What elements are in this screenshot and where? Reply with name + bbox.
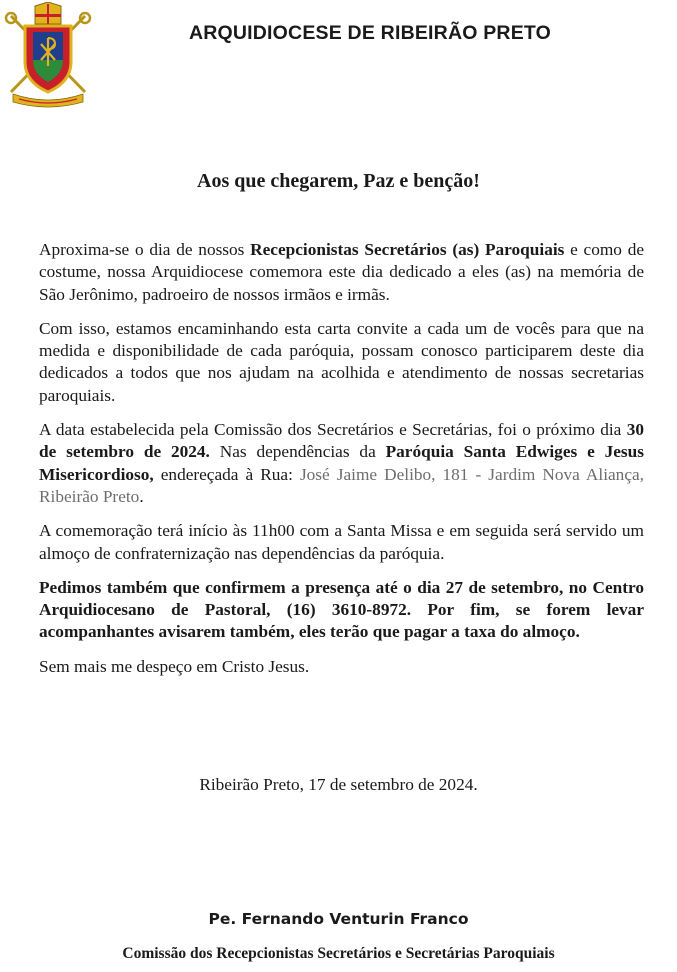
paragraph-rsvp: [39, 577, 644, 644]
paragraph-intro: [39, 239, 644, 306]
event-text: endereçada à Rua:: [153, 464, 300, 484]
event-text: A data estabelecida pela Comissão dos Secretários e Secretárias, foi o próximo dia: [39, 420, 627, 440]
event-address: José Jaime Delibo, 181 - Jardim Nova Aliança, Ribeirão Preto: [39, 464, 644, 506]
signer-committee: Comissão dos Recepcionistas Secretários e Secretárias Paroquiais: [122, 945, 555, 962]
honorees-highlight: Recepcionistas Secretários (as) Paroquiais: [250, 240, 565, 259]
signer-name: Pe. Fernando Venturin Franco: [208, 910, 469, 928]
event-text: Nas dependências da: [209, 442, 386, 462]
event-parish: Paróquia Santa Edwiges e Jesus Misericordioso,: [39, 442, 644, 484]
place-and-date: Ribeirão Preto, 17 de setembro de 2024.: [199, 775, 478, 794]
letter-body: [39, 239, 644, 690]
archdiocese-coat-of-arms-icon: [3, 2, 93, 110]
paragraph-event-details: [39, 419, 644, 508]
paragraph-schedule: A comemoração terá início às 11h00 com a Santa Missa e em seguida será servido um almoço de confraternização nas dependências da paróquia.: [39, 521, 644, 563]
event-text: .: [139, 486, 144, 506]
event-date: 30 de setembro de 2024.: [39, 420, 644, 462]
paragraph-invitation: Com isso, estamos encaminhando esta carta convite a cada um de vocês para que na medida e disponibilidade de cada paróquia, possam conosco participarem deste dia dedicados a todos que nos ajudam na acolhida e atendimento de nossas secretarias paroquiais.: [39, 318, 644, 405]
letter-greeting: Aos que chegarem, Paz e benção!: [197, 170, 480, 192]
paragraph-intro-text: Aproxima-se o dia de nossos: [39, 240, 251, 259]
paragraph-closing: Sem mais me despeço em Cristo Jesus.: [39, 656, 310, 676]
rsvp-text: Pedimos também que confirmem a presença até o dia 27 de setembro, no Centro Arquidiocesano de Pastoral, (16) 3610-8972. Por fim, se forem levar acompanhantes avisarem também, eles terão que pagar a taxa do almoço.: [39, 577, 644, 642]
organization-title: ARQUIDIOCESE DE RIBEIRÃO PRETO: [188, 22, 552, 44]
paragraph-intro-text-end: e como de costume, nossa Arquidiocese comemora este dia dedicado a eles (as) na memória de São Jerônimo, padroeiro de nossos irmãos e irmãs.: [39, 240, 645, 304]
